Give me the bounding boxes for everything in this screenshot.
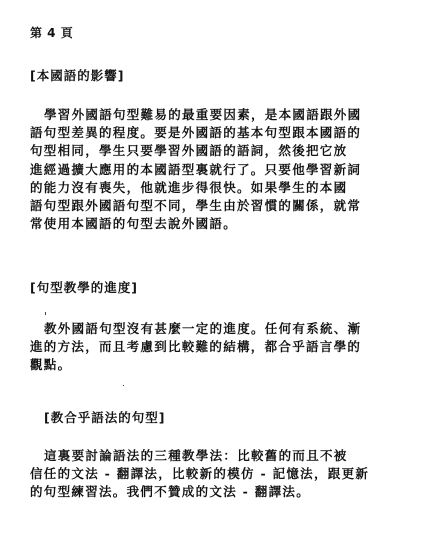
paragraph-line: 這裏要討論語法的三種教學法：比較舊的而且不被 [44,448,348,463]
paragraph-line: 語句型跟外國語句型不同，學生由於習慣的關係，就常 [30,198,362,214]
paragraph-line: 觀點。 [30,357,72,373]
paragraph-line: 的能力沒有喪失，他就進步得很快。如果學生的本國 [30,179,348,195]
page-number: 第 4 頁 [30,26,74,40]
section-heading-pattern-teaching-pace: [句型教學的進度] [30,280,138,295]
paragraph-line: 句型相同，學生只要學習外國語的語詞，然後把它放 [30,143,348,159]
paragraph-line: 進的方法，而且考慮到比較難的結構，都合乎語言學的 [30,339,362,355]
paragraph-line: 信任的文法 - 翻譯法，比較新的模仿 - 記憶法，跟更新 [30,466,370,482]
paragraph-native-language-influence [30,106,361,233]
paragraph-line: 的句型練習法。我們不贊成的文法 - 翻譯法。 [30,484,310,500]
paragraph-line: 學習外國語句型難易的最重要因素，是本國語跟外國 [44,107,362,122]
scan-speck [123,385,124,386]
paragraph-grammatical-patterns [30,447,369,502]
paragraph-line: 常使用本國語的句型去說外國語。 [30,216,238,232]
section-heading-grammatical-patterns: [教合乎語法的句型] [44,410,166,425]
paragraph-line: 進經過擴大應用的本國語型裏就行了。只要他學習新詞 [30,161,362,177]
paragraph-line: 語句型差異的程度。要是外國語的基本句型跟本國語的 [30,125,362,141]
paragraph-line: 教外國語句型沒有甚麼一定的進度。任何有系統、漸 [44,321,362,336]
paragraph-pattern-teaching-pace [30,320,361,375]
scan-speck [45,312,46,315]
section-heading-native-language-influence: [本國語的影響] [30,68,125,83]
